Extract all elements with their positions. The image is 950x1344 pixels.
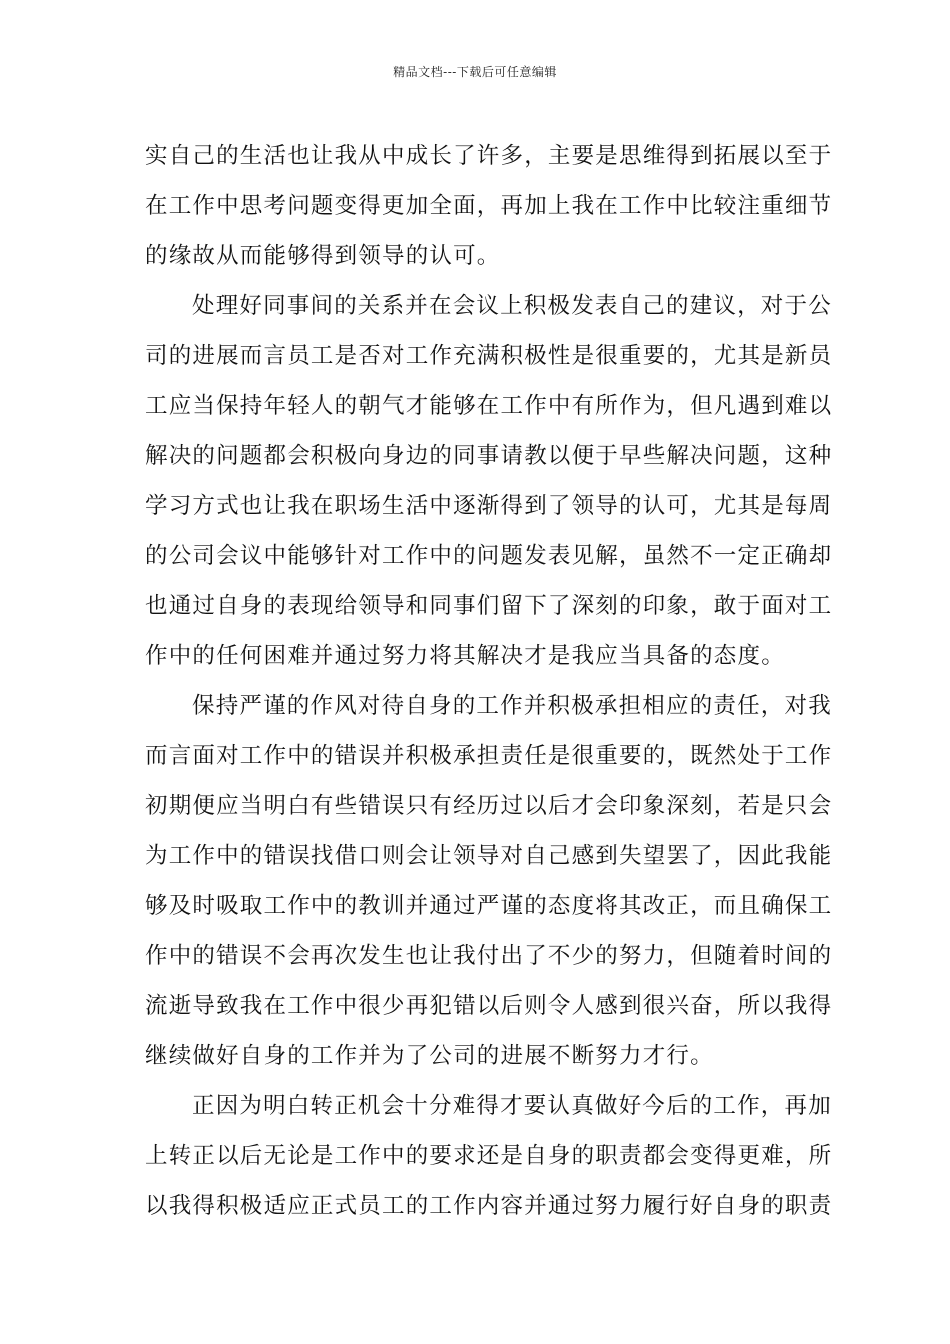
text-line: 而言面对工作中的错误并积极承担责任是很重要的，既然处于工作 — [145, 743, 833, 769]
text-line: 为工作中的错误找借口则会让领导对自己感到失望罢了，因此我能 — [145, 843, 833, 869]
text-line: 够及时吸取工作中的教训并通过严谨的态度将其改正，而且确保工 — [145, 893, 833, 919]
paragraph-3 — [145, 681, 833, 1081]
text-line: 学习方式也让我在职场生活中逐渐得到了领导的认可，尤其是每周 — [145, 493, 833, 519]
paragraph-2 — [145, 281, 833, 681]
text-line: 工应当保持年轻人的朝气才能够在工作中有所作为，但凡遇到难以 — [145, 393, 833, 419]
paragraph-1 — [145, 131, 833, 281]
text-line: 作中的错误不会再次发生也让我付出了不少的努力，但随着时间的 — [145, 943, 833, 969]
text-line: 实自己的生活也让我从中成长了许多，主要是思维得到拓展以至于 — [145, 143, 833, 169]
text-line: 解决的问题都会积极向身边的同事请教以便于早些解决问题，这种 — [145, 443, 833, 469]
text-line: 也通过自身的表现给领导和同事们留下了深刻的印象，敢于面对工 — [145, 593, 833, 619]
text-line: 在工作中思考问题变得更加全面，再加上我在工作中比较注重细节 — [145, 193, 833, 219]
text-line: 的缘故从而能够得到领导的认可。 — [145, 243, 501, 269]
text-line: 的公司会议中能够针对工作中的问题发表见解，虽然不一定正确却 — [145, 543, 833, 569]
text-line: 司的进展而言员工是否对工作充满积极性是很重要的，尤其是新员 — [145, 343, 833, 369]
document-body — [145, 131, 833, 1231]
text-line: 作中的任何困难并通过努力将其解决才是我应当具备的态度。 — [145, 643, 785, 669]
text-line: 流逝导致我在工作中很少再犯错以后则令人感到很兴奋，所以我得 — [145, 993, 833, 1019]
text-line: 上转正以后无论是工作中的要求还是自身的职责都会变得更难，所 — [145, 1143, 833, 1169]
text-line: 处理好同事间的关系并在会议上积极发表自己的建议，对于公 — [192, 293, 832, 319]
text-line: 继续做好自身的工作并为了公司的进展不断努力才行。 — [145, 1043, 714, 1069]
page-header: 精品文档---下载后可任意编辑 — [393, 65, 557, 79]
text-line: 正因为明白转正机会十分难得才要认真做好今后的工作，再加 — [192, 1093, 832, 1119]
text-line: 保持严谨的作风对待自身的工作并积极承担相应的责任，对我 — [192, 693, 832, 719]
text-line: 以我得积极适应正式员工的工作内容并通过努力履行好自身的职责 — [145, 1193, 833, 1219]
text-line: 初期便应当明白有些错误只有经历过以后才会印象深刻，若是只会 — [145, 793, 833, 819]
paragraph-4 — [145, 1081, 833, 1231]
